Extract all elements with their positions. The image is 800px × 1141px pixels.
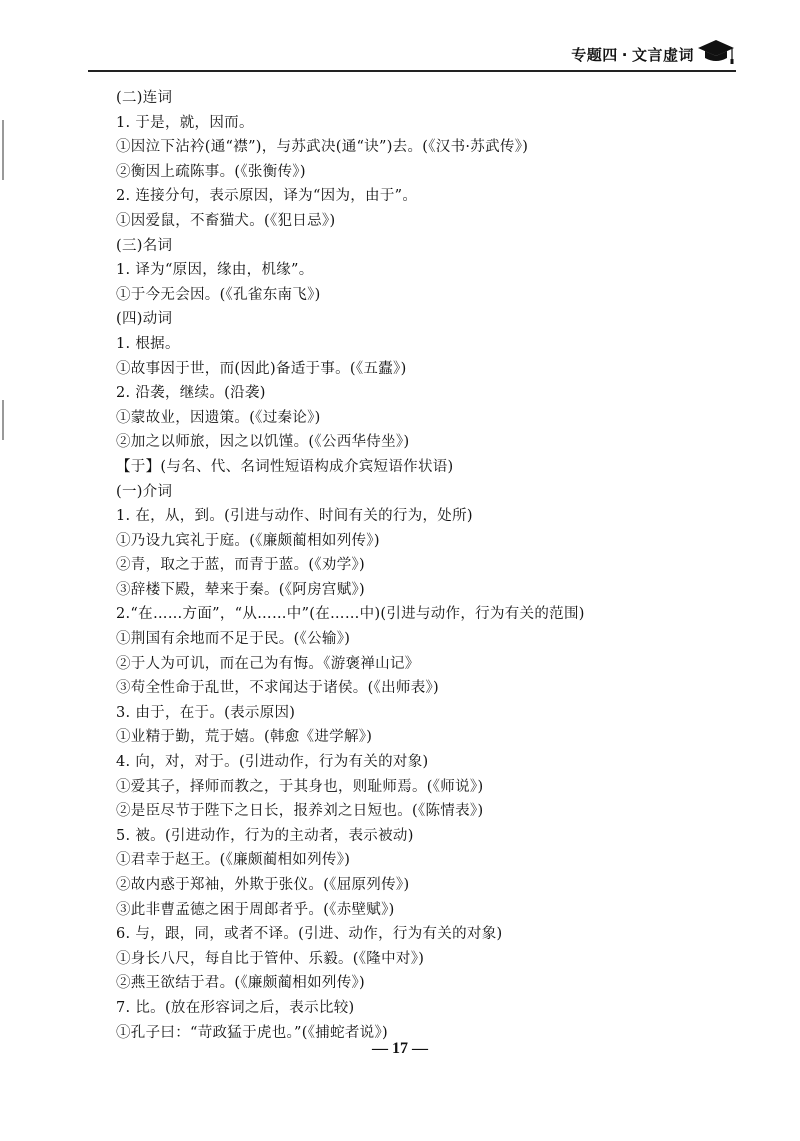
- text-line: 7. 比。(放在形容词之后，表示比较): [116, 999, 355, 1016]
- text-line: ①业精于勤，荒于嬉。(韩愈《进学解》): [116, 729, 373, 746]
- text-line: ②故内惑于郑袖，外欺于张仪。(《屈原列传》): [116, 877, 410, 893]
- text-line: (四)动词: [116, 311, 173, 328]
- text-line: ②燕王欲结于君。(《廉颇蔺相如列传》): [116, 975, 366, 992]
- scan-margin-mark: [2, 400, 4, 440]
- header-section: 专题四: [571, 46, 618, 64]
- text-line: ②于人为可讥，而在己为有悔。《游褒禅山记》: [116, 655, 420, 672]
- text-line: ①乃设九宾礼于庭。(《廉颇蔺相如列传》): [116, 532, 380, 549]
- text-line: ②青，取之于蓝，而青于蓝。(《劝学》): [116, 557, 366, 574]
- text-line: 5. 被。(引进动作，行为的主动者，表示被动): [116, 827, 414, 844]
- text-line: 1. 译为“原因，缘由，机缘”。: [116, 262, 314, 279]
- text-line: ①君幸于赵王。(《廉颇蔺相如列传》): [116, 852, 351, 869]
- text-line: ①于今无会因。(《孔雀东南飞》): [116, 286, 321, 303]
- header-topic: 文言虚词: [631, 46, 694, 64]
- text-line: ③此非曹孟德之困于周郎者乎。(《赤壁赋》): [116, 901, 395, 918]
- text-line: (一)介词: [116, 483, 173, 500]
- header-separator: ·: [621, 46, 628, 64]
- text-line: ①爱其子，择师而教之，于其身也，则耻师焉。(《师说》): [116, 778, 484, 795]
- text-line: 2.“在……方面”，“从……中”(在……中)(引进与动作，行为有关的范围): [116, 606, 585, 623]
- text-line: 4. 向，对，对于。(引进动作，行为有关的对象): [116, 754, 429, 771]
- text-line: 6. 与，跟，同，或者不译。(引进、动作，行为有关的对象): [116, 926, 503, 943]
- text-line: ①故事因于世，而(因此)备适于事。(《五蠹》): [116, 360, 407, 377]
- text-line: 2. 沿袭，继续。(沿袭): [116, 385, 266, 402]
- text-line: ②衡因上疏陈事。(《张衡传》): [116, 163, 306, 180]
- text-line: 2. 连接分句，表示原因，译为“因为，由于”。: [116, 188, 418, 205]
- page-header: [88, 36, 736, 72]
- text-line: (二)连词: [116, 90, 173, 106]
- text-line: 1. 于是，就，因而。: [116, 114, 254, 131]
- text-line: ①身长八尺，每自比于管仲、乐毅。(《隆中对》): [116, 950, 425, 967]
- text-line: ③辞楼下殿，辇来于秦。(《阿房宫赋》): [116, 581, 366, 598]
- header-rule: [88, 70, 736, 72]
- text-line: 【于】(与名、代、名词性短语构成介宾短语作状语): [116, 458, 454, 475]
- scan-margin-mark: [2, 120, 4, 180]
- text-line: ①孔子曰：“苛政猛于虎也。”(《捕蛇者说》): [116, 1024, 388, 1041]
- header-title: [571, 44, 694, 65]
- text-line: ②加之以师旅，因之以饥馑。(《公西华侍坐》): [116, 434, 410, 451]
- text-line: ②是臣尽节于陛下之日长，报养刘之日短也。(《陈情表》): [116, 803, 484, 820]
- page-body: [116, 86, 736, 1045]
- text-line: (三)名词: [116, 237, 173, 254]
- text-line: ①因爱鼠，不畜猫犬。(《犯日忌》): [116, 212, 336, 229]
- text-line: 1. 根据。: [116, 335, 180, 352]
- text-line: 3. 由于，在于。(表示原因): [116, 704, 296, 721]
- text-line: ①荆国有余地而不足于民。(《公输》): [116, 631, 351, 648]
- text-line: ③苟全性命于乱世，不求闻达于诸侯。(《出师表》): [116, 680, 440, 697]
- mortarboard-icon: [696, 38, 736, 66]
- page-number: — 17 —: [372, 1040, 428, 1057]
- text-line: ①蒙故业，因遗策。(《过秦论》): [116, 409, 321, 426]
- text-line: 1. 在，从，到。(引进与动作、时间有关的行为，处所): [116, 508, 473, 525]
- text-line: ①因泣下沾衿(通“襟”)，与苏武决(通“诀”)去。(《汉书·苏武传》): [116, 139, 529, 156]
